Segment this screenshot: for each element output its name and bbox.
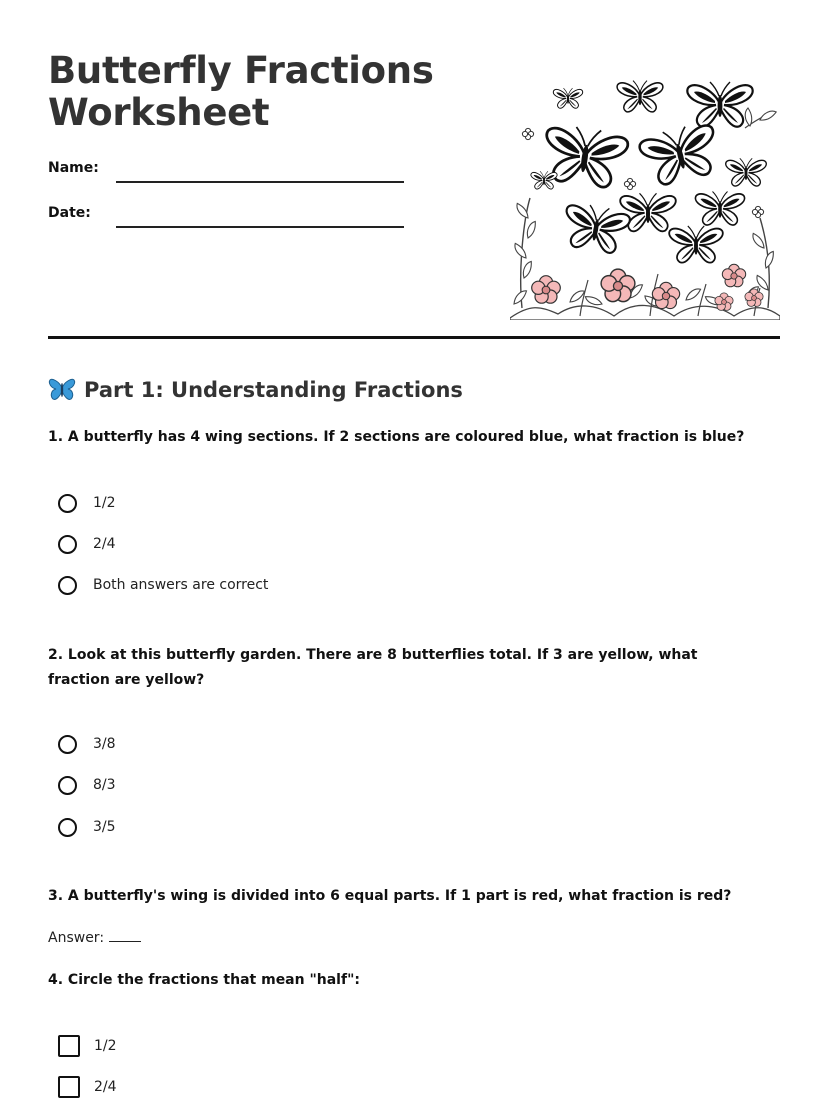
question-4-text: 4. Circle the fractions that mean "half": — [48, 972, 360, 988]
q2-option-2-label: 8/3 — [93, 777, 116, 793]
q3-answer-row — [48, 929, 141, 946]
q3-answer-label: Answer: — [48, 930, 105, 946]
worksheet-page — [48, 0, 780, 1118]
q2-option-2[interactable] — [58, 772, 116, 798]
q4-option-1[interactable] — [58, 1033, 117, 1059]
butterfly-garden-illustration — [510, 68, 780, 320]
date-field-row — [48, 205, 408, 235]
q1-option-1[interactable] — [58, 490, 116, 516]
name-field[interactable] — [116, 181, 404, 183]
name-field-row — [48, 160, 408, 190]
worksheet-title: Butterfly Fractions Worksheet — [48, 49, 434, 134]
q1-option-2-label: 2/4 — [93, 536, 116, 552]
date-label: Date: — [48, 205, 91, 221]
q4-option-2-label: 2/4 — [94, 1079, 117, 1095]
section-1-title: Part 1: Understanding Fractions — [84, 378, 463, 402]
question-3-text: 3. A butterfly's wing is divided into 6 equal parts. If 1 part is red, what fraction is red? — [48, 888, 732, 904]
butterfly-icon — [48, 377, 76, 403]
q1-option-2-radio[interactable] — [58, 535, 77, 554]
q4-option-1-checkbox[interactable] — [58, 1035, 80, 1057]
q2-option-3-label: 3/5 — [93, 819, 116, 835]
q4-option-1-label: 1/2 — [94, 1038, 117, 1054]
q1-option-1-radio[interactable] — [58, 494, 77, 513]
q1-option-3-radio[interactable] — [58, 576, 77, 595]
q2-option-1-label: 3/8 — [93, 736, 116, 752]
q2-option-1[interactable] — [58, 731, 116, 757]
name-label: Name: — [48, 160, 99, 176]
q2-option-3[interactable] — [58, 814, 116, 840]
question-2-text: 2. Look at this butterfly garden. There are 8 butterflies total. If 3 are yellow, what fraction are yellow? — [48, 647, 698, 688]
q2-option-3-radio[interactable] — [58, 818, 77, 837]
question-1-text: 1. A butterfly has 4 wing sections. If 2 sections are coloured blue, what fraction is blue? — [48, 429, 745, 445]
section-1-heading — [48, 375, 463, 405]
q3-answer-field[interactable] — [109, 929, 141, 942]
q1-option-3[interactable] — [58, 572, 268, 598]
q2-option-2-radio[interactable] — [58, 776, 77, 795]
q2-option-1-radio[interactable] — [58, 735, 77, 754]
q4-option-2[interactable] — [58, 1074, 117, 1100]
header-divider — [48, 336, 780, 339]
q4-option-2-checkbox[interactable] — [58, 1076, 80, 1098]
q1-option-1-label: 1/2 — [93, 495, 116, 511]
q1-option-2[interactable] — [58, 531, 116, 557]
date-field[interactable] — [116, 226, 404, 228]
q1-option-3-label: Both answers are correct — [93, 577, 269, 593]
